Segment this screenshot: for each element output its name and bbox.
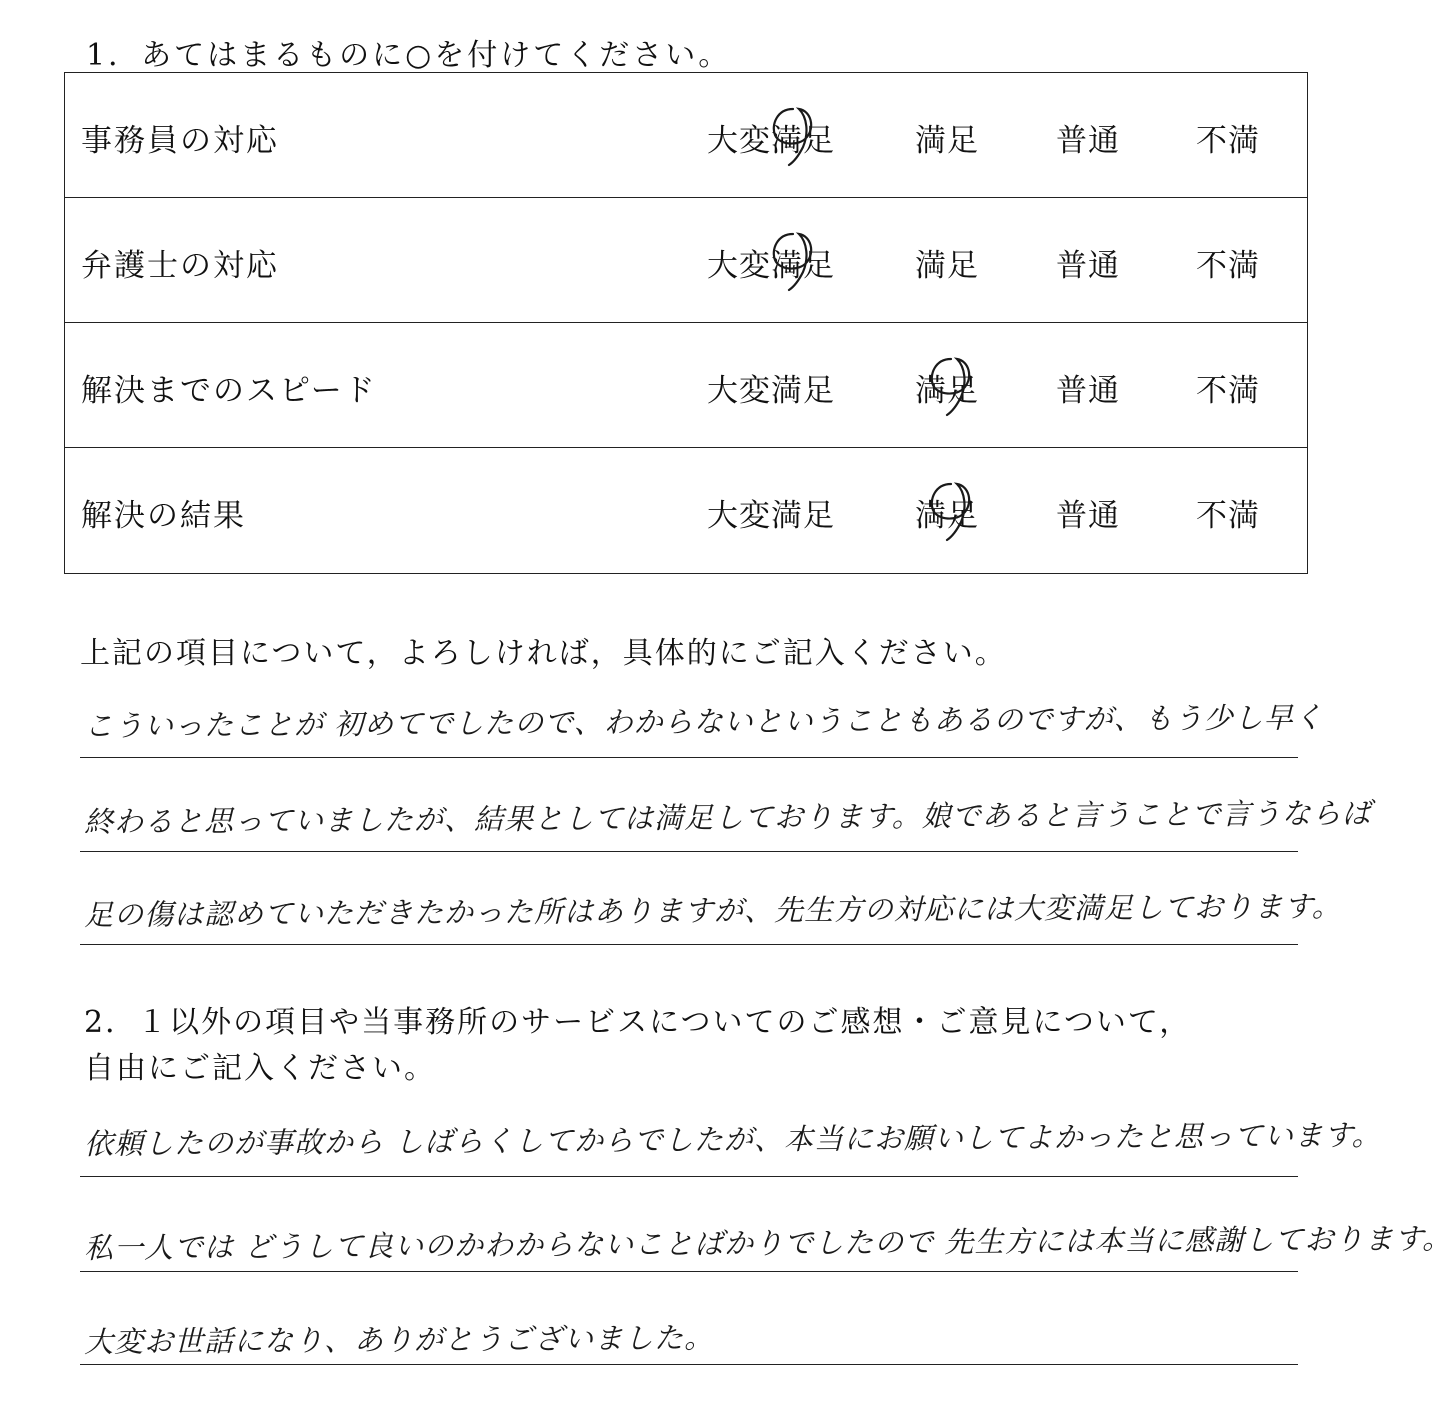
row-label: 解決までのスピード bbox=[81, 373, 377, 409]
option-satisfied[interactable]: 満足 bbox=[915, 498, 979, 534]
option-very-satisfied[interactable]: 大変満足 bbox=[707, 248, 835, 284]
answer-rule bbox=[80, 1271, 1298, 1272]
option-very-satisfied[interactable]: 大変満足 bbox=[707, 123, 835, 159]
table-row bbox=[65, 73, 1307, 198]
section2-title-line: 2．１以外の項目や当事務所のサービスについてのご感想・ご意見について， bbox=[84, 1005, 1192, 1040]
option-dissatisfied[interactable]: 不満 bbox=[1196, 123, 1260, 159]
option-satisfied[interactable]: 満足 bbox=[915, 248, 979, 284]
answer-rule bbox=[80, 944, 1298, 945]
section1-title: 1．あてはまるものに○を付けてください。 bbox=[86, 38, 732, 73]
option-satisfied[interactable]: 満足 bbox=[915, 373, 979, 409]
handwritten-answer-line: 私一人では どうして良いのかわからないことばかりでしたので 先生方には本当に感謝しております。 bbox=[83, 1221, 1453, 1265]
table-row bbox=[65, 323, 1307, 448]
satisfaction-table bbox=[64, 72, 1308, 574]
table-row bbox=[65, 198, 1307, 323]
section2-title bbox=[84, 1000, 1191, 1092]
option-neutral[interactable]: 普通 bbox=[1056, 123, 1120, 159]
table-row bbox=[65, 448, 1307, 573]
answer-rule bbox=[80, 1364, 1298, 1365]
option-neutral[interactable]: 普通 bbox=[1056, 248, 1120, 284]
answer-rule bbox=[80, 1176, 1298, 1177]
row-label: 解決の結果 bbox=[81, 498, 246, 534]
option-very-satisfied[interactable]: 大変満足 bbox=[707, 373, 835, 409]
comment-prompt: 上記の項目について，よろしければ，具体的にご記入ください。 bbox=[80, 636, 1007, 671]
option-neutral[interactable]: 普通 bbox=[1056, 498, 1120, 534]
option-satisfied[interactable]: 満足 bbox=[915, 123, 979, 159]
option-dissatisfied[interactable]: 不満 bbox=[1196, 373, 1260, 409]
handwritten-answer-line: 足の傷は認めていただきたかった所はありますが、先生方の対応には大変満足しております。 bbox=[83, 889, 1342, 932]
answer-rule bbox=[80, 757, 1298, 758]
handwritten-answer-line: 大変お世話になり、ありがとうございました。 bbox=[83, 1320, 715, 1359]
option-dissatisfied[interactable]: 不満 bbox=[1196, 248, 1260, 284]
handwritten-answer-line: 依頼したのが事故から しばらくしてからでしたが、本当にお願いしてよかったと思っています。 bbox=[83, 1117, 1382, 1161]
section2-title-line: 自由にご記入ください。 bbox=[84, 1051, 436, 1086]
handwritten-answer-line: 終わると思っていましたが、結果としては満足しております。娘であると言うことで言うならば bbox=[83, 796, 1372, 839]
row-label: 弁護士の対応 bbox=[81, 248, 279, 284]
option-neutral[interactable]: 普通 bbox=[1056, 373, 1120, 409]
row-label: 事務員の対応 bbox=[81, 123, 279, 159]
answer-rule bbox=[80, 851, 1298, 852]
option-very-satisfied[interactable]: 大変満足 bbox=[707, 498, 835, 534]
option-dissatisfied[interactable]: 不満 bbox=[1196, 498, 1260, 534]
handwritten-answer-line: こういったことが 初めてでしたので、わからないということもあるのですが、もう少し早く bbox=[83, 700, 1324, 743]
